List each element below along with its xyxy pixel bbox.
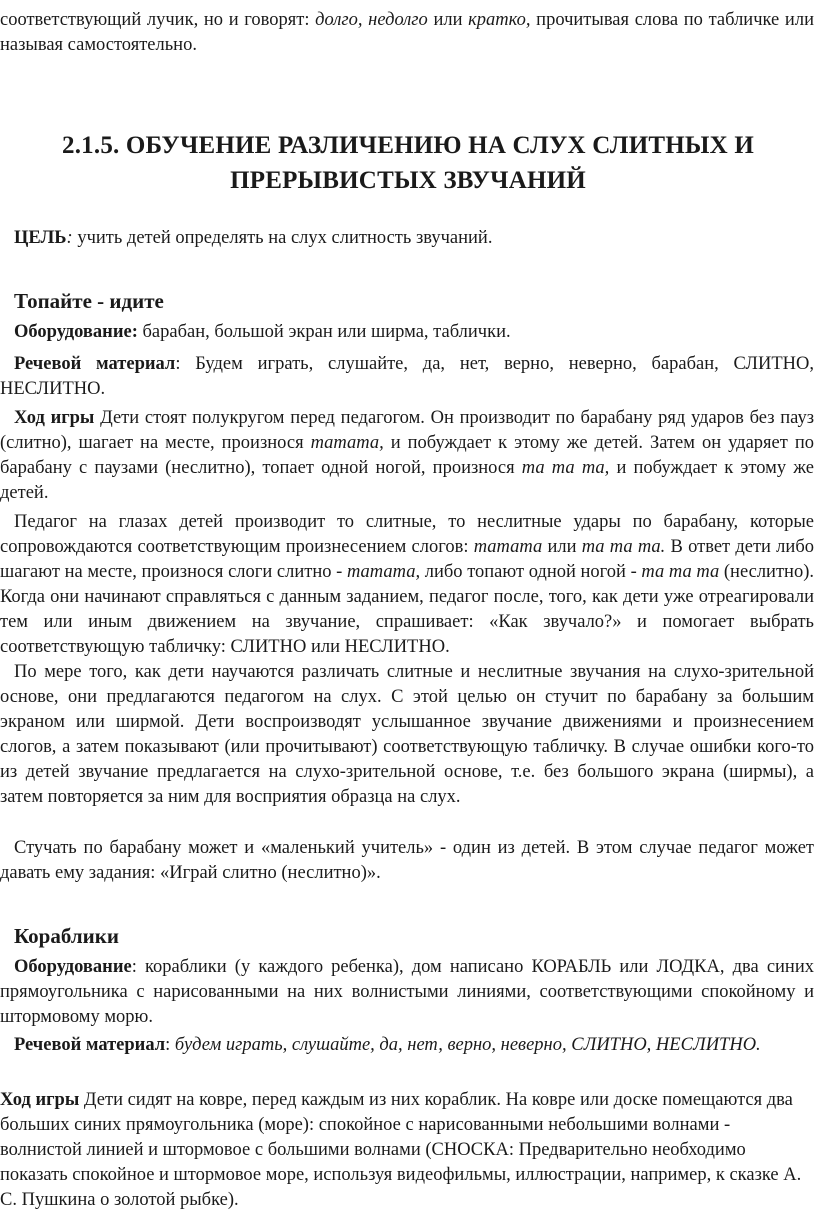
body-text: В ответ дети либо шагают на месте, произнося слоги слитно - bbox=[0, 537, 814, 582]
game-course-paragraph bbox=[0, 1088, 814, 1213]
game-course-text: Дети сидят на ковре, перед каждым из них кораблик. На ковре или доске помещаются два больших синих прямоугольника (море): спокойное с нарисованными небольшими волнами - волнистой линией и штормовое с большими волнами (СНОСКА: Предварительно необходимо показать спокойное и штормовое море, используя видеофильмы, иллюстрации, например, к сказке А. С. Пушкина о золотой рыбке). bbox=[0, 1090, 802, 1210]
intro-paragraph bbox=[0, 8, 814, 58]
game-course-label: Ход игры bbox=[0, 1090, 80, 1110]
syllables-emphasis: та та та. bbox=[581, 537, 666, 557]
intro-text: соответствующий лучик, но и говорят: bbox=[0, 10, 316, 30]
equipment-text: барабан, большой экран или ширма, таблички. bbox=[137, 322, 511, 342]
game-course-text: и побуждает к этому же детей. bbox=[0, 458, 814, 503]
speech-material-text: : Будем играть, слушайте, да, нет, верно, неверно, барабан, СЛИТНО, НЕСЛИТНО. bbox=[0, 354, 814, 399]
intro-emphasis: кратко, bbox=[468, 10, 531, 30]
syllables-emphasis: татата, bbox=[346, 562, 421, 582]
syllables-emphasis: татата bbox=[473, 537, 543, 557]
equipment-paragraph bbox=[0, 955, 814, 1030]
body-text: либо топают одной ногой - bbox=[420, 562, 642, 582]
body-paragraph: По мере того, как дети научаются различать слитные и неслитные звучания на слухо-зрительной основе, они предлагаются педагогом на слух. С этой целью он стучит по барабану за большим экраном или ширмой. Дети воспроизводят услышанное звучание движениями и произнесением слогов, а затем показывают (или прочитывают) соответствующую табличку. В случае ошибки кого-то из детей звучание предлагается на слухо-зрительной основе, т.е. без большого экрана (ширмы), а затем повторяется за ним для восприятия образца на слух. bbox=[0, 662, 814, 807]
syllables-emphasis: та та та bbox=[641, 562, 720, 582]
equipment-label: Оборудование: bbox=[14, 322, 138, 342]
equipment-label: Оборудование bbox=[14, 957, 132, 977]
intro-text: прочитывая слова по табличке или называя самостоятельно. bbox=[0, 10, 814, 55]
equipment-text: : кораблики (у каждого ребенка), дом написано КОРАБЛЬ или ЛОДКА, два синих прямоугольника с нарисованными на них волнистыми линиями, соответствующими спокойному и штормовому морю. bbox=[0, 957, 814, 1027]
game-course-paragraph bbox=[0, 406, 814, 506]
speech-material-paragraph bbox=[0, 1033, 814, 1058]
speech-material-text: : bbox=[165, 1035, 175, 1055]
intro-emphasis: долго, недолго bbox=[315, 10, 428, 30]
body-text: или bbox=[542, 537, 582, 557]
intro-text: или bbox=[427, 10, 469, 30]
syllables-emphasis: та та та, bbox=[521, 458, 610, 478]
chapter-heading-line: ПРЕРЫВИСТЫХ ЗВУЧАНИЙ bbox=[230, 167, 586, 194]
speech-material-paragraph bbox=[0, 352, 814, 402]
chapter-heading-line: 2.1.5. ОБУЧЕНИЕ РАЗЛИЧЕНИЮ НА СЛУХ СЛИТНЫХ И bbox=[62, 132, 754, 159]
body-text: Педагог на глазах детей производит то слитные, то неслитные удары по барабану, которые сопровождаются соответствующим произнесением слогов: bbox=[0, 512, 814, 557]
body-paragraph bbox=[0, 510, 814, 660]
game-course-text: Дети стоят полукругом перед педагогом. Он производит по барабану ряд ударов без пауз (слитно), шагает на месте, произнося bbox=[0, 408, 814, 453]
game-title: Топайте - идите bbox=[14, 289, 164, 313]
speech-material-emphasis: будем играть, слушайте, да, нет, верно, неверно, СЛИТНО, НЕСЛИТНО. bbox=[174, 1035, 761, 1055]
goal-label: ЦЕЛЬ bbox=[14, 228, 67, 248]
speech-material-label: Речевой материал bbox=[14, 1035, 166, 1055]
goal-colon: : bbox=[66, 228, 73, 248]
syllables-emphasis: татата, bbox=[310, 433, 384, 453]
game-title: Кораблики bbox=[14, 924, 119, 948]
chapter-heading bbox=[0, 128, 816, 198]
goal-paragraph bbox=[14, 226, 814, 251]
game-course-text: и побуждает к этому же детей. Затем он ударяет по барабану с паузами (неслитно), топает одной ногой, произнося bbox=[0, 433, 814, 478]
game-course-label: Ход игры bbox=[14, 408, 95, 428]
goal-text: учить детей определять на слух слитность звучаний. bbox=[72, 228, 493, 248]
speech-material-label: Речевой материал bbox=[14, 354, 176, 374]
body-text: (неслитно). Когда они начинают справляться с данным заданием, педагог после, того, как дети уже отреагировали тем или иным движением на звучание, спрашивает: «Как звучало?» и помогает выбрать соответствующую табличку: СЛИТНО или НЕСЛИТНО. bbox=[0, 562, 814, 657]
equipment-paragraph bbox=[0, 320, 814, 345]
body-paragraph: Стучать по барабану может и «маленький учитель» - один из детей. В этом случае педагог может давать ему задания: «Играй слитно (неслитно)». bbox=[0, 838, 814, 883]
